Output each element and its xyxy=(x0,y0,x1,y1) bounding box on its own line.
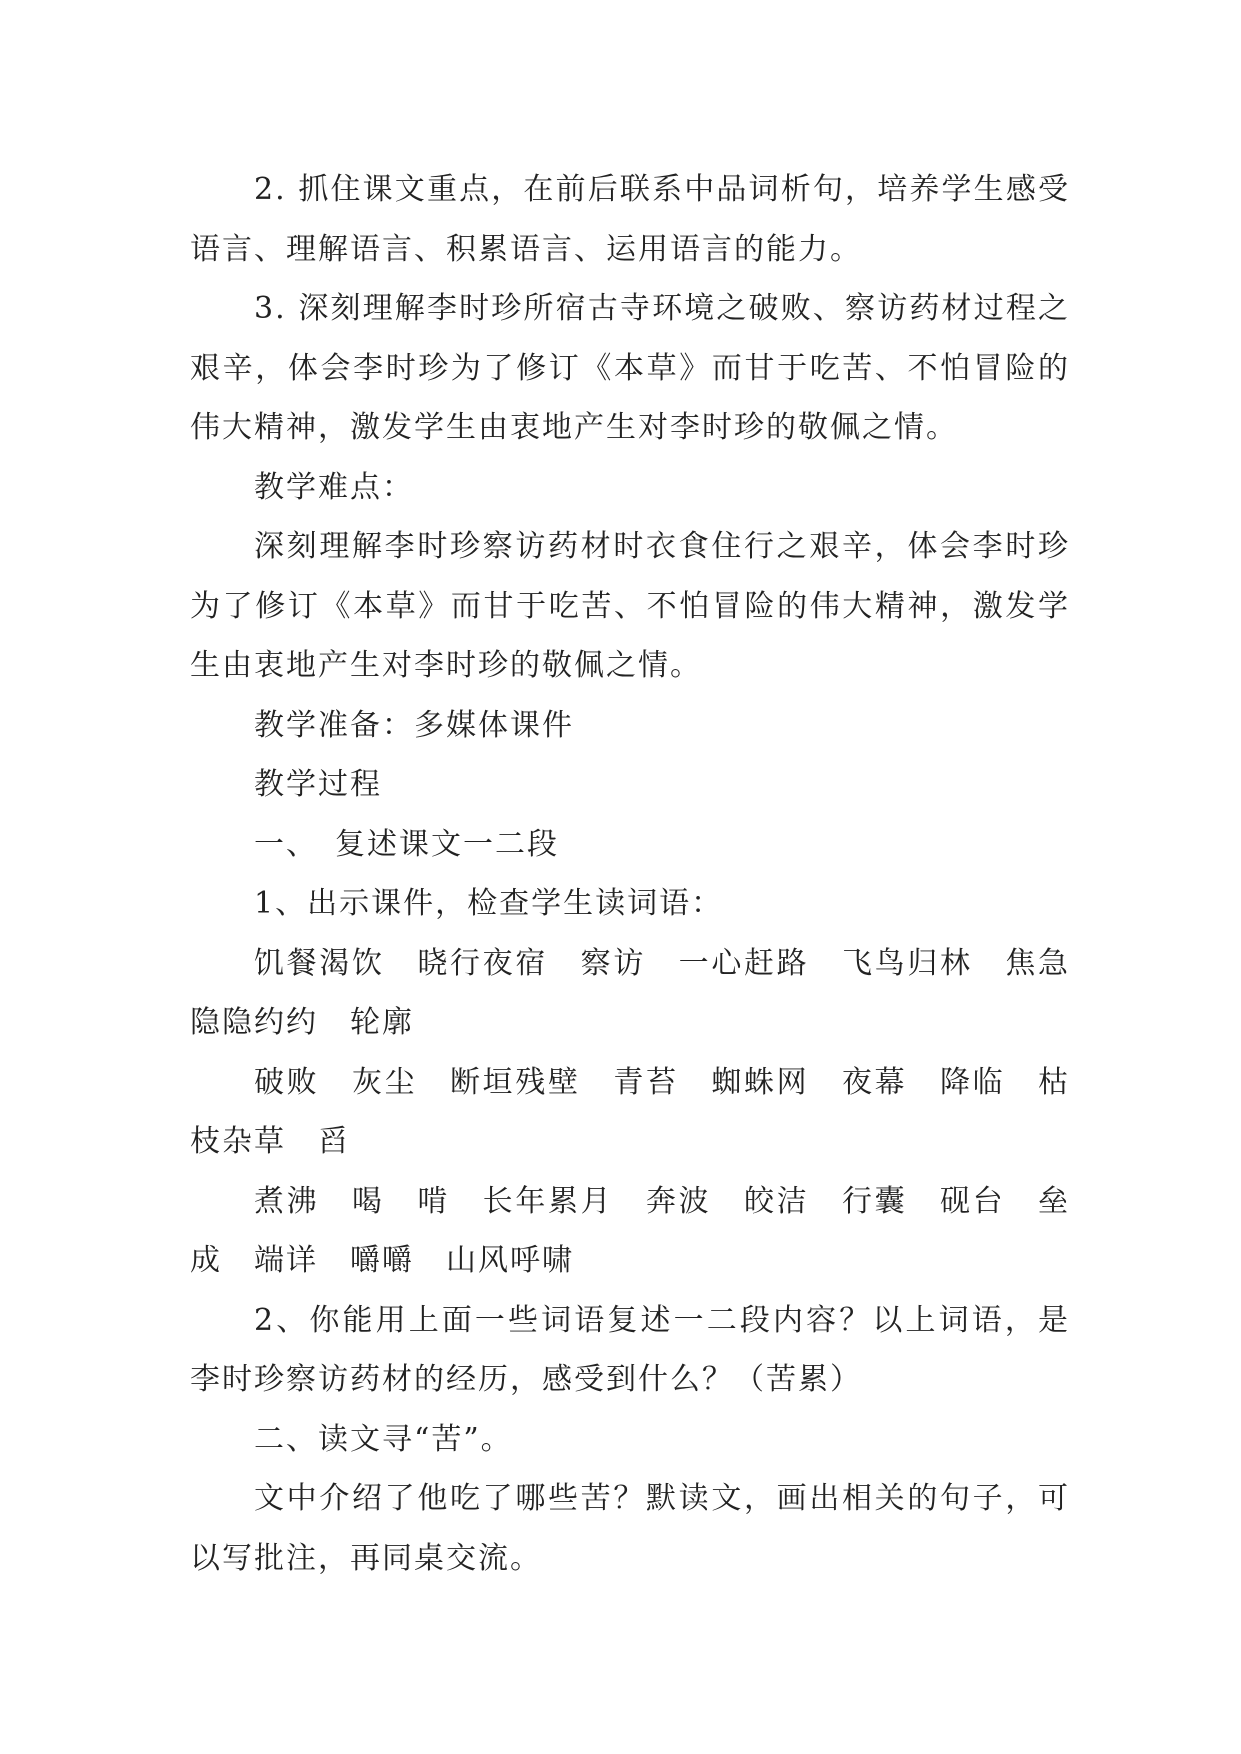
paragraph-teaching-preparation: 教学准备：多媒体课件 xyxy=(254,707,574,743)
step-1: 1、出示课件，检查学生读词语： xyxy=(254,886,724,921)
step-2: 2、你能用上面一些词语复述一二段内容？以上词语，是李时珍察访药材的经历，感受到什么？（苦累） xyxy=(190,1302,1070,1397)
paragraph-teaching-difficulty: 深刻理解李时珍察访药材时衣食住行之艰辛，体会李时珍为了修订《本草》而甘于吃苦、不怕冒险的伟大精神，激发学生由衷地产生对李时珍的敬佩之情。 xyxy=(190,529,1070,683)
document-body xyxy=(190,160,1102,1588)
word-list-1: 饥餐渴饮 晓行夜宿 察访 一心赶路 飞鸟归林 焦急 隐隐约约 轮廓 xyxy=(190,945,1102,1040)
section-heading-1: 一、 复述课文一二段 xyxy=(254,826,559,862)
word-list-2: 破败 灰尘 断垣残壁 青苔 蜘蛛网 夜幕 降临 枯枝杂草 舀 xyxy=(190,1064,1070,1159)
paragraph-objective-2: 2. 抓住课文重点，在前后联系中品词析句，培养学生感受语言、理解语言、积累语言、运用语言的能力。 xyxy=(190,172,1070,267)
paragraph-objective-3: 3. 深刻理解李时珍所宿古寺环境之破败、察访药材过程之艰辛，体会李时珍为了修订《本草》而甘于吃苦、不怕冒险的伟大精神，激发学生由衷地产生对李时珍的敬佩之情。 xyxy=(190,291,1070,445)
paragraph-reading-task: 文中介绍了他吃了哪些苦？默读文，画出相关的句子，可以写批注，再同桌交流。 xyxy=(190,1481,1070,1576)
section-heading-2: 二、读文寻“苦”。 xyxy=(254,1421,513,1457)
heading-teaching-process: 教学过程 xyxy=(254,767,382,802)
heading-teaching-difficulty: 教学难点： xyxy=(254,469,414,505)
word-list-3: 煮沸 喝 啃 长年累月 奔波 皎洁 行囊 砚台 垒成 端详 嚼嚼 山风呼啸 xyxy=(190,1183,1070,1278)
